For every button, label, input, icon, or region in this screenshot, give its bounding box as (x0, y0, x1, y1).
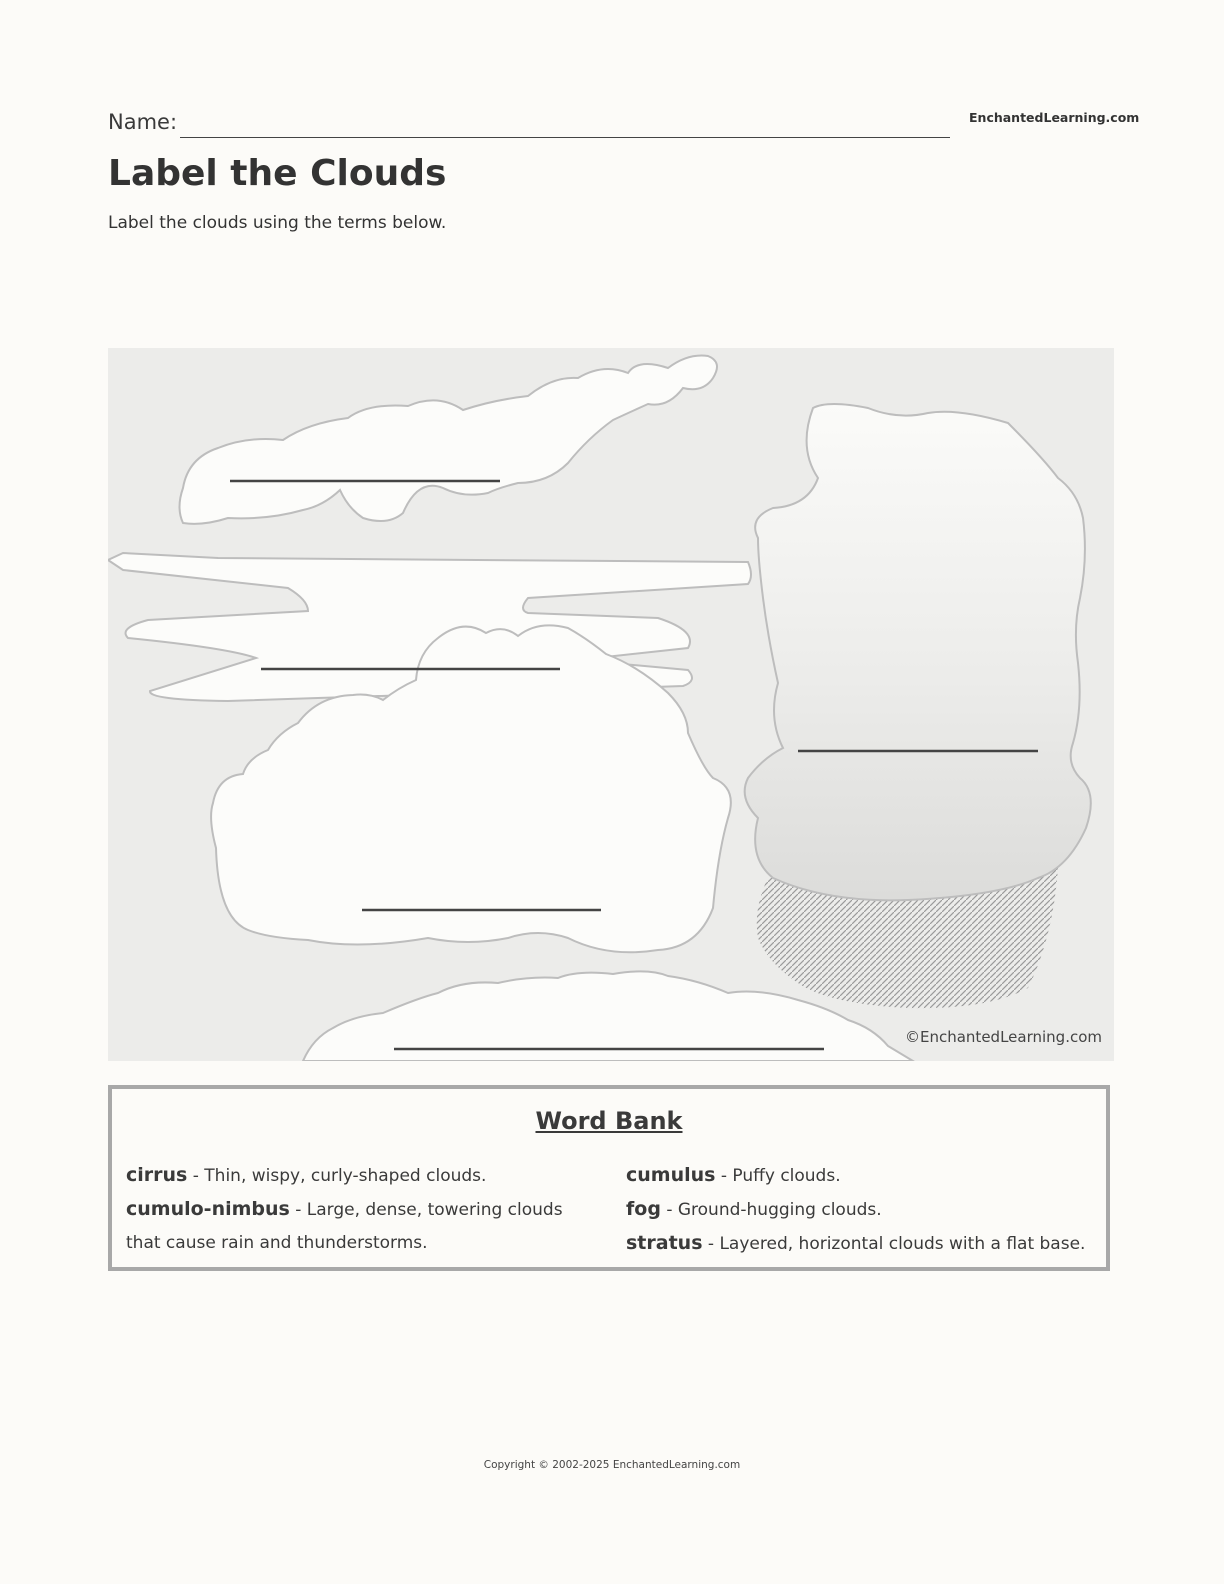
word-bank-term: stratus (626, 1232, 703, 1254)
watermark: ©EnchantedLearning.com (905, 1028, 1102, 1046)
word-bank-left-column (126, 1159, 596, 1260)
word-bank-definition: - Ground-hugging clouds. (660, 1200, 882, 1220)
site-name: EnchantedLearning.com (969, 110, 1140, 125)
word-bank-entry (626, 1193, 1096, 1227)
name-label: Name: (108, 110, 178, 134)
instructions: Label the clouds using the terms below. (108, 213, 447, 233)
word-bank-entry (126, 1159, 596, 1193)
word-bank-entry (626, 1159, 1096, 1193)
word-bank (108, 1085, 1110, 1271)
word-bank-definition: - Layered, horizontal clouds with a flat base. (702, 1234, 1086, 1254)
word-bank-term: cirrus (126, 1164, 188, 1186)
word-bank-definition: - Thin, wispy, curly-shaped clouds. (187, 1166, 487, 1186)
word-bank-entry (626, 1227, 1096, 1261)
word-bank-entry (126, 1193, 596, 1260)
cloud-diagram (108, 348, 1114, 1061)
word-bank-term: cumulo-nimbus (126, 1198, 290, 1220)
word-bank-term: cumulus (626, 1164, 716, 1186)
name-field[interactable] (180, 137, 950, 138)
word-bank-right-column (626, 1159, 1096, 1261)
word-bank-definition: - Large, dense, towering clouds that cause rain and thunderstorms. (126, 1200, 563, 1253)
word-bank-term: fog (626, 1198, 661, 1220)
page-title: Label the Clouds (108, 153, 447, 194)
copyright-footer: Copyright © 2002-2025 EnchantedLearning.com (483, 1459, 741, 1471)
word-bank-title: Word Bank (535, 1107, 683, 1135)
word-bank-definition: - Puffy clouds. (715, 1166, 841, 1186)
